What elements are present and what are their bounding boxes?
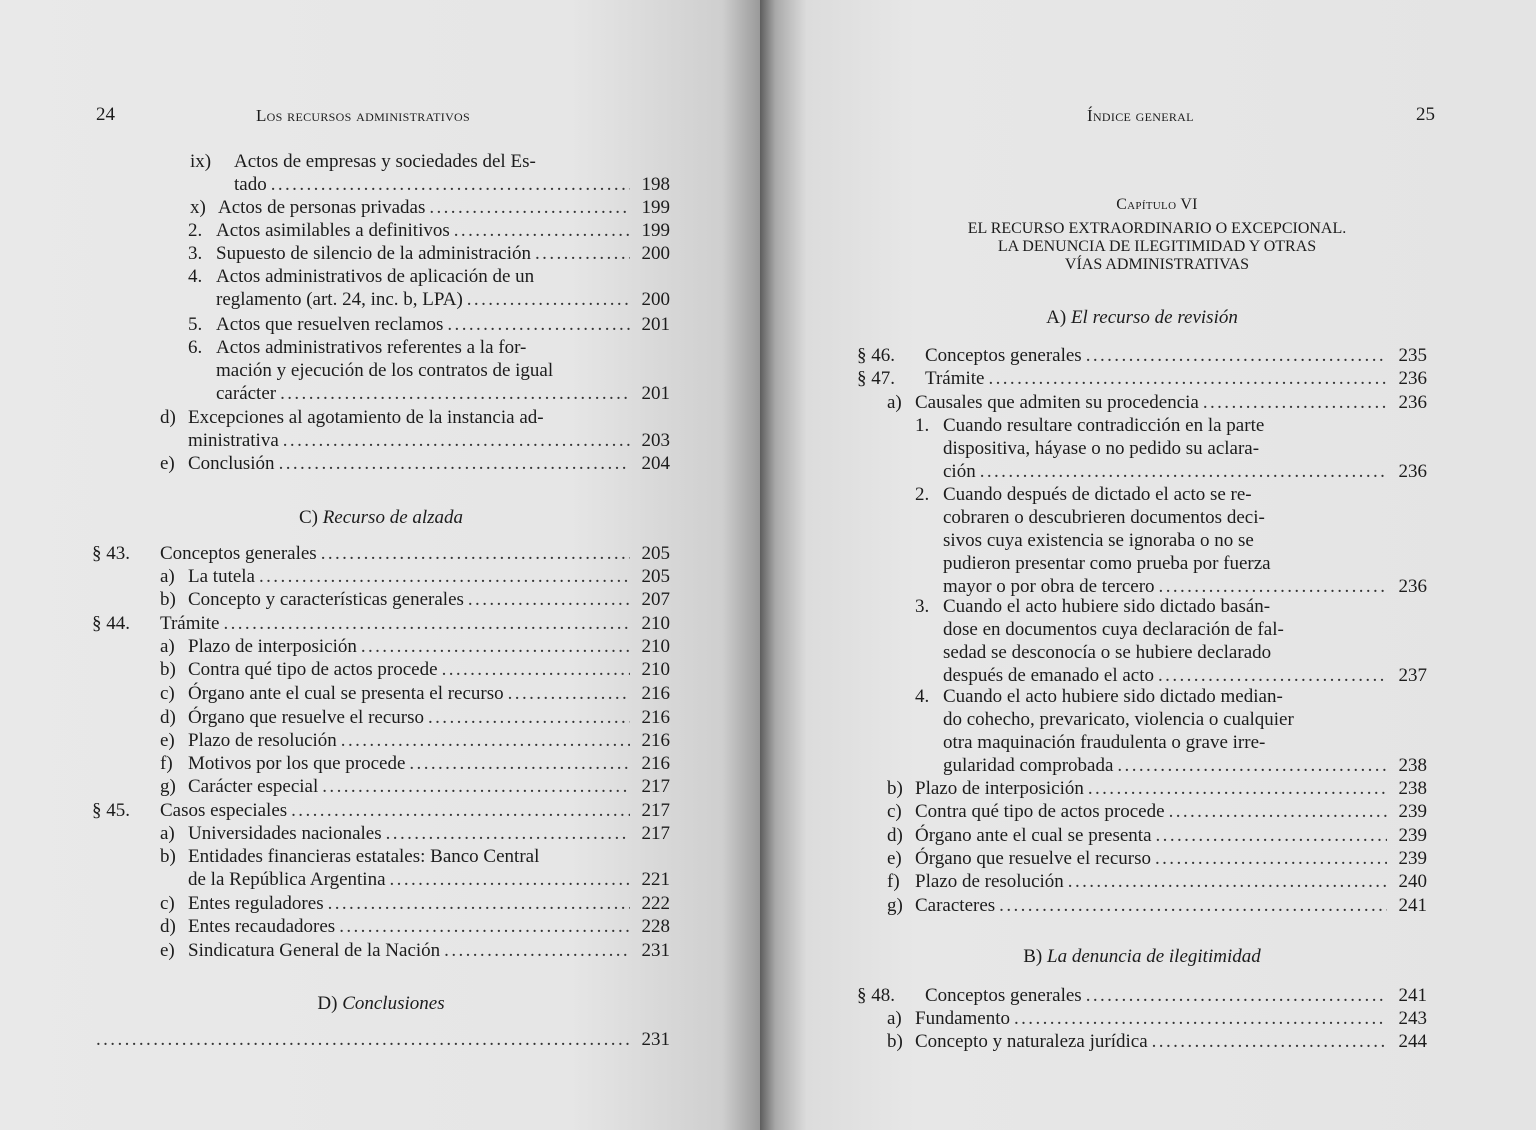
toc-entry-number: § 44.	[92, 613, 130, 634]
toc-entry-title: Trámite	[160, 613, 220, 634]
toc-entry-title: después de emanado el acto	[943, 665, 1155, 686]
toc-entry-page: 205	[641, 566, 670, 587]
toc-entry	[92, 939, 670, 962]
leader-dots	[428, 706, 630, 729]
section-title: Recurso de alzada	[322, 507, 464, 528]
toc-entry-number: § 45.	[92, 800, 130, 821]
toc-entry-number: 3.	[915, 596, 930, 617]
toc-entry	[92, 219, 670, 242]
section-heading	[857, 945, 1427, 968]
toc-entry-page: 201	[641, 383, 670, 404]
leader-dots	[291, 799, 630, 822]
toc-entry	[857, 777, 1427, 800]
toc-entry-page: 236	[1398, 576, 1427, 597]
leader-dots	[339, 915, 630, 938]
toc-entry-page: 198	[641, 174, 670, 195]
toc-entry-page: 216	[641, 730, 670, 751]
toc-entry	[92, 242, 670, 265]
toc-entry-title: Fundamento	[915, 1008, 1010, 1029]
toc-entry-page: 228	[641, 916, 670, 937]
toc-entry-title: Plazo de resolución	[915, 871, 1064, 892]
toc-entry	[92, 752, 670, 775]
toc-entry	[92, 588, 670, 611]
leader-dots	[1086, 984, 1387, 1007]
toc-entry	[92, 196, 670, 219]
page-number: 25	[1416, 104, 1435, 125]
toc-entry	[92, 845, 670, 891]
toc-entry	[92, 635, 670, 658]
toc-entry-title: de la República Argentina	[188, 869, 386, 890]
toc-entry	[857, 800, 1427, 823]
toc-entry-title: Actos administrativos de aplicación de un	[216, 266, 535, 287]
toc-entry-page: 201	[641, 314, 670, 335]
section-heading	[857, 306, 1427, 329]
toc-entry-page: 210	[641, 659, 670, 680]
toc-entry-title: mación y ejecución de los contratos de igual	[216, 360, 554, 381]
toc-entry	[857, 367, 1427, 390]
toc-entry	[92, 406, 670, 452]
toc-entry-number: c)	[160, 893, 175, 914]
section-letter: B)	[1023, 946, 1043, 967]
toc-entry-page: 203	[641, 430, 670, 451]
toc-entry-title: Actos administrativos referentes a la for-	[216, 337, 527, 358]
toc-entry-title: Contra qué tipo de actos procede	[915, 801, 1165, 822]
leader-dots	[283, 429, 630, 452]
toc-entry-page: 236	[1398, 392, 1427, 413]
leader-dots	[280, 382, 630, 405]
toc-entry-page: 217	[641, 776, 670, 797]
toc-entry-number: § 43.	[92, 543, 130, 564]
toc-entry-page: 239	[1398, 848, 1427, 869]
toc-entry-title: Plazo de interposición	[188, 636, 357, 657]
toc-entry-page: 204	[641, 453, 670, 474]
toc-entry	[857, 344, 1427, 367]
toc-entry-number: b)	[887, 778, 903, 799]
section-letter: C)	[298, 507, 318, 528]
toc-entry-page: 221	[641, 869, 670, 890]
page-number: 24	[96, 104, 115, 125]
toc-entry-title: Universidades nacionales	[188, 823, 382, 844]
left-page	[0, 0, 760, 1130]
section-title: La denuncia de ilegitimidad	[1047, 946, 1261, 967]
chapter-label: Capítulo VI	[1116, 196, 1198, 213]
toc-entry-number: a)	[160, 636, 175, 657]
toc-entry-number: § 48.	[857, 985, 895, 1006]
toc-entry	[857, 595, 1427, 687]
toc-entry-title: pudieron presentar como prueba por fuerza	[943, 553, 1271, 574]
leader-dots	[1158, 664, 1387, 687]
toc-entry-page: 231	[641, 940, 670, 961]
toc-entry-number: d)	[160, 707, 176, 728]
toc-entry-page: 207	[641, 589, 670, 610]
toc-entry	[92, 822, 670, 845]
toc-entry-page: 217	[641, 800, 670, 821]
toc-entry-number: 4.	[915, 686, 930, 707]
leader-dots	[1155, 847, 1387, 870]
leader-dots	[341, 729, 630, 752]
toc-entry-page: 238	[1398, 755, 1427, 776]
toc-entry	[92, 452, 670, 475]
toc-entry	[92, 775, 670, 798]
toc-entry-number: e)	[160, 453, 175, 474]
toc-entry-page: 199	[641, 220, 670, 241]
toc-entry	[857, 824, 1427, 847]
toc-entry-title: Concepto y naturaleza jurídica	[915, 1031, 1148, 1052]
toc-entry	[857, 685, 1427, 777]
toc-entry-title: Cuando el acto hubiere sido dictado basán-	[943, 596, 1271, 617]
toc-entry-title: Actos de personas privadas	[218, 197, 426, 218]
leader-dots	[980, 460, 1387, 483]
toc-entry-number: g)	[887, 895, 903, 916]
leader-dots	[1117, 754, 1387, 777]
toc-entry-title: Causales que admiten su procedencia	[915, 392, 1199, 413]
leader-dots	[271, 173, 630, 196]
leader-dots	[447, 313, 630, 336]
toc-entry	[92, 313, 670, 336]
leader-dots	[409, 752, 630, 775]
toc-entry-title: gularidad comprobada	[943, 755, 1114, 776]
toc-entry-page: 222	[641, 893, 670, 914]
leader-dots	[96, 1028, 630, 1051]
toc-entry-number: 2.	[915, 484, 930, 505]
toc-entry-page: 241	[1398, 895, 1427, 916]
toc-entry-page: 239	[1398, 801, 1427, 822]
leader-dots	[444, 939, 630, 962]
section-heading	[92, 992, 670, 1015]
toc-entry-page: 216	[641, 683, 670, 704]
toc-entry	[92, 265, 670, 311]
toc-entry	[92, 915, 670, 938]
toc-entry-page: 244	[1398, 1031, 1427, 1052]
toc-entry-page: 243	[1398, 1008, 1427, 1029]
toc-entry-page: 210	[641, 636, 670, 657]
toc-entry-number: a)	[160, 823, 175, 844]
leader-dots	[390, 868, 630, 891]
toc-entry-title: Cuando resultare contradicción en la parte	[943, 415, 1265, 436]
toc-entry-title: Cuando después de dictado el acto se re-	[943, 484, 1252, 505]
toc-entry-number: ix)	[190, 151, 212, 172]
toc-entry-title: Trámite	[925, 368, 985, 389]
toc-entry-number: a)	[887, 392, 902, 413]
leader-dots	[1169, 800, 1387, 823]
toc-entry	[857, 984, 1427, 1007]
toc-entry-number: f)	[887, 871, 900, 892]
toc-entry-title: sivos cuya existencia se ignoraba o no se	[943, 530, 1254, 551]
toc-entry	[857, 391, 1427, 414]
toc-entry-page: 200	[641, 289, 670, 310]
leader-dots	[322, 775, 630, 798]
toc-entry	[92, 336, 670, 405]
toc-entry	[92, 565, 670, 588]
toc-entry-title: Cuando el acto hubiere sido dictado median-	[943, 686, 1283, 707]
toc-entry-title: otra maquinación fraudulenta o grave irre-	[943, 732, 1266, 753]
leader-dots	[988, 367, 1387, 390]
toc-entry	[92, 706, 670, 729]
leader-dots	[1068, 870, 1387, 893]
toc-entry-title: sedad se desconocía o se hubiere declarado	[943, 642, 1272, 663]
toc-entry-number: § 46.	[857, 345, 895, 366]
section-letter: A)	[1046, 307, 1067, 328]
toc-entry-title: La tutela	[188, 566, 255, 587]
right-page	[760, 0, 1536, 1130]
toc-entry-number: 3.	[188, 243, 203, 264]
toc-entry-number: b)	[887, 1031, 903, 1052]
toc-entry-page: 237	[1398, 665, 1427, 686]
toc-entry-number: e)	[160, 940, 175, 961]
leader-dots	[535, 242, 630, 265]
leader-dots	[321, 542, 630, 565]
running-head: Los recursos administrativos	[256, 106, 470, 125]
toc-entry-number: 4.	[188, 266, 203, 287]
toc-entry-title: Concepto y características generales	[188, 589, 464, 610]
toc-entry-number: g)	[160, 776, 176, 797]
toc-entry	[92, 612, 670, 635]
toc-entry-number: 6.	[188, 337, 203, 358]
leader-dots	[468, 588, 630, 611]
toc-entry-title: reglamento (art. 24, inc. b, LPA)	[216, 289, 463, 310]
toc-entry-number: 1.	[915, 415, 930, 436]
toc-entry-page: 210	[641, 613, 670, 634]
toc-entry-number: d)	[887, 825, 903, 846]
leader-dots	[279, 452, 630, 475]
toc-entry-title: tado	[234, 174, 267, 195]
toc-entry-title: Entes reguladores	[188, 893, 324, 914]
toc-entry	[857, 870, 1427, 893]
toc-entry-number: c)	[887, 801, 902, 822]
toc-entry	[857, 1030, 1427, 1053]
leader-dots	[223, 612, 630, 635]
toc-entry-title: ción	[943, 461, 976, 482]
toc-entry-page: 199	[641, 197, 670, 218]
toc-entry-title: carácter	[216, 383, 277, 404]
toc-entry-number: f)	[160, 753, 173, 774]
leader-dots	[508, 682, 630, 705]
leader-dots	[1156, 824, 1387, 847]
toc-entry-page: 236	[1398, 368, 1427, 389]
toc-entry-title: Plazo de interposición	[915, 778, 1084, 799]
toc-entry-title: Motivos por los que procede	[188, 753, 406, 774]
leader-dots	[1014, 1007, 1387, 1030]
toc-entry-number: e)	[160, 730, 175, 751]
toc-entry	[92, 150, 670, 196]
toc-entry-title: Órgano ante el cual se presenta el recurso	[188, 683, 504, 704]
toc-entry	[857, 847, 1427, 870]
toc-entry	[92, 682, 670, 705]
toc-entry-number: b)	[160, 659, 176, 680]
toc-entry-title: Caracteres	[915, 895, 996, 916]
chapter-title-2: LA DENUNCIA DE ILEGITIMIDAD Y OTRAS	[997, 238, 1317, 255]
toc-entry	[92, 799, 670, 822]
toc-entry-number: a)	[160, 566, 175, 587]
section-title: Conclusiones	[342, 993, 445, 1014]
leader-dots	[1203, 391, 1387, 414]
toc-entry-title: Conceptos generales	[925, 345, 1082, 366]
toc-entry-number: 2.	[188, 220, 203, 241]
toc-entry-number: d)	[160, 407, 176, 428]
toc-entry-page: 240	[1398, 871, 1427, 892]
toc-entry-page: 241	[1398, 985, 1427, 1006]
chapter-title-1: EL RECURSO EXTRAORDINARIO O EXCEPCIONAL.	[967, 220, 1347, 237]
toc-entry-title: dose en documentos cuya declaración de fal-	[943, 619, 1284, 640]
toc-entry-number: 5.	[188, 314, 203, 335]
toc-entry-title: Entidades financieras estatales: Banco Central	[188, 846, 540, 867]
toc-entry-title: Actos asimilables a definitivos	[216, 220, 450, 241]
leader-dots	[1086, 344, 1387, 367]
toc-entry-page: 235	[1398, 345, 1427, 366]
toc-entry	[857, 894, 1427, 917]
section-heading	[92, 506, 670, 529]
toc-entry-page: 216	[641, 707, 670, 728]
toc-entry	[857, 483, 1427, 598]
toc-entry	[92, 542, 670, 565]
toc-entry-number: § 47.	[857, 368, 895, 389]
leader-dots	[328, 892, 630, 915]
toc-entry	[857, 1007, 1427, 1030]
toc-entry-number: d)	[160, 916, 176, 937]
toc-entry-title: mayor o por obra de tercero	[943, 576, 1155, 597]
leader-dots	[999, 894, 1387, 917]
toc-entry-number: b)	[160, 846, 176, 867]
toc-entry-title: Actos que resuelven reclamos	[216, 314, 444, 335]
toc-entry-title: Órgano que resuelve el recurso	[188, 707, 424, 728]
section-title: El recurso de revisión	[1070, 307, 1238, 328]
toc-entry-page: 200	[641, 243, 670, 264]
toc-entry-number: x)	[190, 197, 206, 218]
toc-entry-title: ministrativa	[188, 430, 279, 451]
toc-entry-title: Supuesto de silencio de la administración	[216, 243, 532, 264]
chapter-title-3: VÍAS ADMINISTRATIVAS	[1064, 256, 1250, 273]
leader-dots	[442, 658, 630, 681]
toc-entry-title: Órgano ante el cual se presenta	[915, 825, 1152, 846]
toc-entry-page: 216	[641, 753, 670, 774]
toc-entry	[92, 1028, 670, 1051]
toc-entry-page: 231	[641, 1029, 670, 1050]
toc-entry-page: 239	[1398, 825, 1427, 846]
toc-entry-title: Carácter especial	[188, 776, 319, 797]
toc-entry-number: c)	[160, 683, 175, 704]
toc-entry-title: Conceptos generales	[160, 543, 317, 564]
toc-entry-title: Sindicatura General de la Nación	[188, 940, 441, 961]
toc-entry-title: do cohecho, prevaricato, violencia o cualquier	[943, 709, 1294, 730]
leader-dots	[1152, 1030, 1387, 1053]
toc-entry	[857, 414, 1427, 483]
running-head: Índice general	[1087, 106, 1194, 125]
section-letter: D)	[317, 993, 338, 1014]
leader-dots	[429, 196, 630, 219]
leader-dots	[386, 822, 630, 845]
toc-entry-title: Actos de empresas y sociedades del Es-	[234, 151, 536, 172]
toc-entry-title: Contra qué tipo de actos procede	[188, 659, 438, 680]
toc-entry-title: cobraren o descubrieren documentos deci-	[943, 507, 1265, 528]
leader-dots	[1088, 777, 1387, 800]
leader-dots	[467, 288, 630, 311]
toc-entry-number: e)	[887, 848, 902, 869]
leader-dots	[454, 219, 630, 242]
toc-entry	[92, 729, 670, 752]
toc-entry-title: Conceptos generales	[925, 985, 1082, 1006]
leader-dots	[361, 635, 630, 658]
toc-entry-page: 236	[1398, 461, 1427, 482]
toc-entry-number: a)	[887, 1008, 902, 1029]
toc-entry-title: Excepciones al agotamiento de la instancia ad-	[188, 407, 544, 428]
toc-entry-title: dispositiva, háyase o no pedido su aclara-	[943, 438, 1260, 459]
toc-entry-title: Órgano que resuelve el recurso	[915, 848, 1151, 869]
toc-entry-title: Plazo de resolución	[188, 730, 337, 751]
toc-entry-title: Conclusión	[188, 453, 275, 474]
toc-entry	[92, 892, 670, 915]
leader-dots	[259, 565, 630, 588]
toc-entry-page: 217	[641, 823, 670, 844]
toc-entry-page: 238	[1398, 778, 1427, 799]
toc-entry-page: 205	[641, 543, 670, 564]
toc-entry-title: Casos especiales	[160, 800, 288, 821]
toc-entry-title: Entes recaudadores	[188, 916, 336, 937]
toc-entry-number: b)	[160, 589, 176, 610]
toc-entry	[92, 658, 670, 681]
